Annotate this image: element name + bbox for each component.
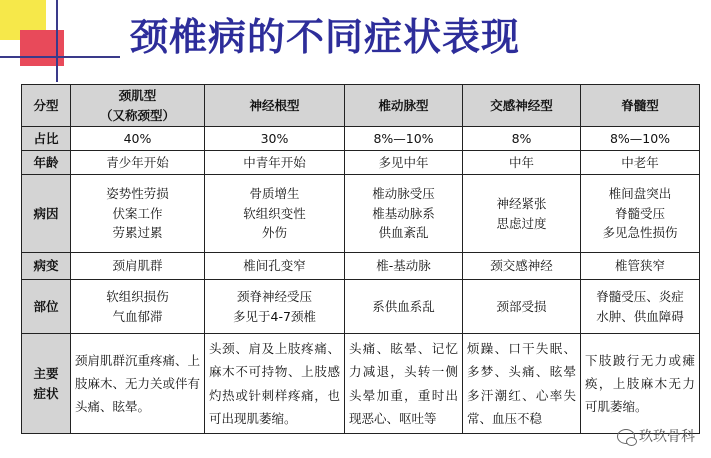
cell-line: 颈部受损 [496,298,547,314]
decor-vertical-line [56,0,58,82]
header-neck-muscle [71,85,205,127]
row-label-symptom-line2: 症状 [33,385,59,401]
wechat-icon [617,429,635,444]
table-cell: 颈肩肌群 [71,253,205,280]
table-cell: 8%—10% [345,127,463,151]
cell-line: 气血郁滞 [112,308,163,324]
table-cell: 40% [71,127,205,151]
row-label-lesion: 病变 [22,253,71,280]
cell-line: 骨质增生 [249,186,300,202]
cell-line: 多见于4-7颈椎 [233,308,316,324]
cell-line: 神经紧张 [496,196,547,212]
cell-line: 颈脊神经受压 [236,289,312,305]
symptom-table [21,84,700,434]
cell-line: 脊髓受压 [614,205,665,221]
table-cell: 椎管狭窄 [581,253,700,280]
table-cell: 颈肩肌群沉重疼痛、上肢麻木、无力关或伴有头痛、眩晕。 [71,334,205,434]
table-row-ratio [22,127,700,151]
table-cell: 中年 [463,151,581,175]
table-cell [581,175,700,253]
cell-line: 椎间盘突出 [608,186,672,202]
table-row-cause [22,175,700,253]
cell-line: 椎动脉受压 [372,186,435,202]
table-cell: 下肢跛行无力或瘫痪，上肢麻木无力可肌萎缩。 [581,334,700,434]
table-cell: 青少年开始 [71,151,205,175]
cell-line: 软组织变性 [243,205,306,221]
table-cell [463,175,581,253]
table-cell: 30% [205,127,345,151]
cell-line: 外伤 [261,225,287,241]
table-cell [71,280,205,334]
cell-line: 椎基动脉系 [372,205,435,221]
table-cell [205,175,345,253]
header-type: 分型 [22,85,71,127]
cell-line: 脊髓受压、炎症 [596,289,684,305]
header-spinal-cord: 脊髓型 [581,85,700,127]
table-cell: 头颈、肩及上肢疼痛、麻木不可持物、上肢感灼热或针刺样疼痛，也可出现肌萎缩。 [205,334,345,434]
cell-line: 多见急性损伤 [602,225,678,241]
decor-horizontal-line [0,56,120,58]
table-cell [581,280,700,334]
table-row-lesion [22,253,700,280]
table-cell: 椎-基动脉 [345,253,463,280]
table-cell: 椎间孔变窄 [205,253,345,280]
row-label-age: 年龄 [22,151,71,175]
watermark-text: 玖玖骨科 [639,429,695,445]
header-neck-muscle-alias: （又称颈型） [99,107,175,123]
row-label-cause: 病因 [22,175,71,253]
cell-line: 劳累过累 [112,225,163,241]
table-cell [463,280,581,334]
table-cell: 烦躁、口干失眠、多梦、头痛、眩晕多汗潮红、心率失常、血压不稳 [463,334,581,434]
table-cell [345,175,463,253]
table-cell: 颈交感神经 [463,253,581,280]
header-neck-muscle-name: 颈肌型 [118,88,157,104]
row-label-symptom [22,334,71,434]
cell-line: 水肿、供血障碍 [596,308,684,324]
table-cell: 多见中年 [345,151,463,175]
header-nerve-root: 神经根型 [205,85,345,127]
header-sympathetic: 交感神经型 [463,85,581,127]
row-label-ratio: 占比 [22,127,71,151]
page-title: 颈椎病的不同症状表现 [130,14,521,59]
table-cell: 中青年开始 [205,151,345,175]
table-cell: 8%—10% [581,127,700,151]
table-cell: 中老年 [581,151,700,175]
table-cell: 8% [463,127,581,151]
cell-line: 供血紊乱 [378,225,429,241]
table-cell [205,280,345,334]
row-label-site: 部位 [22,280,71,334]
table-row-symptom [22,334,700,434]
watermark [617,426,695,446]
table-header-row [22,85,700,127]
table-row-age [22,151,700,175]
table-cell: 头痛、眩晕、记忆力减退，头转一侧头晕加重，重时出现恶心、呕吐等 [345,334,463,434]
header-vertebral-artery: 椎动脉型 [345,85,463,127]
cell-line: 系供血系乱 [372,298,435,314]
cell-line: 伏案工作 [112,205,163,221]
row-label-symptom-line1: 主要 [33,366,59,382]
table-row-site [22,280,700,334]
cell-line: 软组织损伤 [106,289,169,305]
table-cell [71,175,205,253]
cell-line: 思虑过度 [496,215,547,231]
table-cell [345,280,463,334]
cell-line: 姿势性劳损 [106,186,169,202]
